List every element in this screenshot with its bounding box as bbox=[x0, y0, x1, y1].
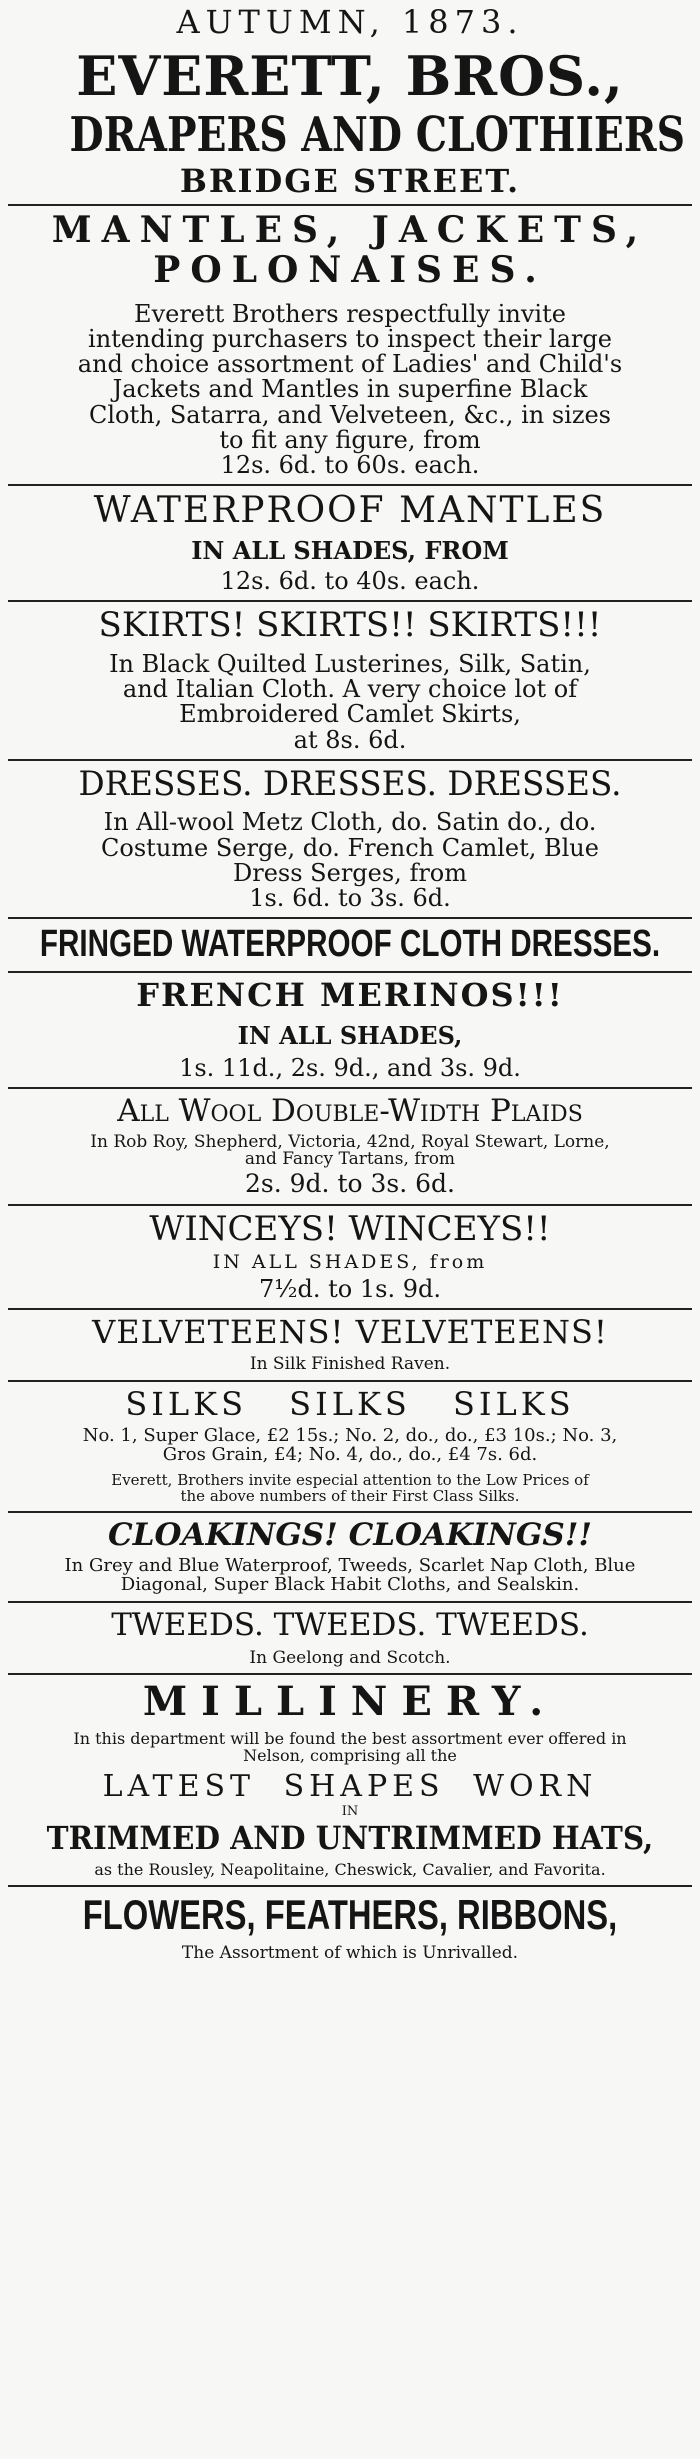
mantles-price: 12s. 6d. to 60s. each. bbox=[220, 450, 480, 479]
millinery-text-line: In this department will be found the best assortment ever offered in bbox=[73, 1729, 627, 1749]
mantles-text-line: Cloth, Satarra, and Velveteen, &c., in sizes bbox=[89, 400, 611, 429]
mantles-text-line: Jackets and Mantles in superfine Black bbox=[112, 375, 588, 404]
divider bbox=[8, 600, 692, 602]
flowers-title: FLOWERS, FEATHERS, RIBBONS, bbox=[82, 1890, 618, 1938]
flowers-section bbox=[8, 1890, 692, 1963]
winceys-sub: IN ALL SHADES, from bbox=[212, 1251, 488, 1274]
trade-title: DRAPERS AND CLOTHIERS bbox=[69, 107, 686, 164]
mantles-text-line: intending purchasers to inspect their large bbox=[88, 325, 612, 354]
plaids-text-line: In Rob Roy, Shepherd, Victoria, 42nd, Royal Stewart, Lorne, bbox=[90, 1131, 610, 1152]
flowers-sub: The Assortment of which is Unrivalled. bbox=[181, 1942, 519, 1963]
divider bbox=[8, 1380, 692, 1382]
winceys-title: WINCEYS! WINCEYS!! bbox=[149, 1208, 551, 1249]
waterproof-sub: IN ALL SHADES, FROM bbox=[191, 535, 509, 565]
waterproof-title: WATERPROOF MANTLES bbox=[93, 490, 607, 532]
fringed-section bbox=[8, 925, 692, 965]
tweeds-title: TWEEDS. TWEEDS. TWEEDS. bbox=[111, 1607, 589, 1644]
velveteens-section bbox=[8, 1313, 692, 1374]
divider bbox=[8, 1204, 692, 1206]
divider bbox=[8, 971, 692, 973]
millinery-text-line: Nelson, comprising all the bbox=[243, 1746, 457, 1766]
hats-text: as the Rousley, Neapolitaine, Cheswick, Cavalier, and Favorita. bbox=[94, 1859, 606, 1879]
divider bbox=[8, 917, 692, 919]
in-label: IN bbox=[341, 1803, 359, 1819]
cloakings-text-line: In Grey and Blue Waterproof, Tweeds, Scarlet Nap Cloth, Blue bbox=[64, 1555, 636, 1577]
cloakings-text-line: Diagonal, Super Black Habit Cloths, and Sealskin. bbox=[120, 1574, 580, 1596]
waterproof-price: 12s. 6d. to 40s. each. bbox=[220, 567, 480, 596]
tweeds-sub: In Geelong and Scotch. bbox=[249, 1647, 451, 1668]
dresses-title: DRESSES. DRESSES. DRESSES. bbox=[78, 763, 622, 804]
silks-section bbox=[8, 1384, 692, 1505]
dresses-section bbox=[8, 763, 692, 913]
latest-shapes-title: LATEST SHAPES WORN bbox=[102, 1769, 598, 1804]
season-title: AUTUMN, 1873. bbox=[176, 3, 524, 41]
header bbox=[8, 0, 692, 198]
silks-price-line: No. 1, Super Glace, £2 15s.; No. 2, do., do., £3 10s.; No. 3, bbox=[82, 1425, 618, 1447]
dresses-text-line: Costume Serge, do. French Camlet, Blue bbox=[101, 833, 599, 862]
tweeds-section bbox=[8, 1609, 692, 1667]
fringed-title: FRINGED WATERPROOF CLOTH DRESSES. bbox=[39, 923, 661, 966]
plaids-text-line: and Fancy Tartans, from bbox=[244, 1149, 456, 1170]
mantles-title: MANTLES, JACKETS, bbox=[51, 209, 649, 252]
mantles-section bbox=[8, 209, 692, 479]
mantles-text-line: to fit any figure, from bbox=[219, 425, 481, 454]
plaids-section bbox=[8, 1095, 692, 1197]
winceys-section bbox=[8, 1208, 692, 1304]
silks-note-line: Everett, Brothers invite especial attention to the Low Prices of bbox=[111, 1471, 589, 1490]
mantles-text-line: and choice assortment of Ladies' and Child's bbox=[77, 350, 623, 379]
merinos-price: 1s. 11d., 2s. 9d., and 3s. 9d. bbox=[179, 1053, 521, 1082]
merinos-title: FRENCH MERINOS!!! bbox=[136, 976, 564, 1015]
skirts-section bbox=[8, 605, 692, 754]
divider bbox=[8, 484, 692, 486]
divider bbox=[8, 1885, 692, 1887]
plaids-title: All Wool Double-Width Plaids bbox=[117, 1093, 583, 1130]
cloakings-section bbox=[8, 1516, 692, 1596]
millinery-title: MILLINERY. bbox=[142, 1678, 558, 1726]
silks-title: SILKS SILKS SILKS bbox=[125, 1384, 575, 1423]
hats-title: TRIMMED AND UNTRIMMED HATS, bbox=[46, 1819, 654, 1858]
merinos-section bbox=[8, 976, 692, 1082]
skirts-text-line: Embroidered Camlet Skirts, bbox=[179, 700, 521, 729]
skirts-price: at 8s. 6d. bbox=[293, 725, 407, 754]
divider bbox=[8, 1601, 692, 1603]
cloakings-title: CLOAKINGS! CLOAKINGS!! bbox=[108, 1516, 592, 1553]
plaids-price: 2s. 9d. to 3s. 6d. bbox=[245, 1169, 455, 1199]
velveteens-sub: In Silk Finished Raven. bbox=[249, 1353, 451, 1374]
waterproof-section bbox=[8, 492, 692, 594]
skirts-text-line: and Italian Cloth. A very choice lot of bbox=[122, 675, 578, 704]
millinery-section bbox=[8, 1678, 692, 1879]
divider bbox=[8, 759, 692, 761]
divider bbox=[8, 1308, 692, 1310]
firm-name: EVERETT, BROS., bbox=[76, 43, 624, 108]
dresses-text-line: In All-wool Metz Cloth, do. Satin do., do. bbox=[103, 808, 597, 837]
divider bbox=[8, 1673, 692, 1675]
street-title: BRIDGE STREET. bbox=[179, 161, 521, 200]
silks-price-line: Gros Grain, £4; No. 4, do., do., £4 7s. 6d. bbox=[162, 1444, 538, 1466]
mantles-text-line: Everett Brothers respectfully invite bbox=[134, 299, 566, 328]
merinos-sub: IN ALL SHADES, bbox=[237, 1020, 463, 1050]
skirts-title: SKIRTS! SKIRTS!! SKIRTS!!! bbox=[98, 605, 602, 646]
dresses-price: 1s. 6d. to 3s. 6d. bbox=[249, 884, 451, 913]
winceys-price: 7½d. to 1s. 9d. bbox=[259, 1275, 441, 1304]
dresses-text-line: Dress Serges, from bbox=[233, 858, 467, 887]
velveteens-title: VELVETEENS! VELVETEENS! bbox=[92, 1313, 608, 1352]
polonaises-title: POLONAISES. bbox=[153, 249, 547, 292]
divider bbox=[8, 1511, 692, 1513]
silks-note-line: the above numbers of their First Class Silks. bbox=[180, 1486, 520, 1505]
divider bbox=[8, 204, 692, 206]
skirts-text-line: In Black Quilted Lusterines, Silk, Satin, bbox=[109, 650, 591, 679]
divider bbox=[8, 1087, 692, 1089]
